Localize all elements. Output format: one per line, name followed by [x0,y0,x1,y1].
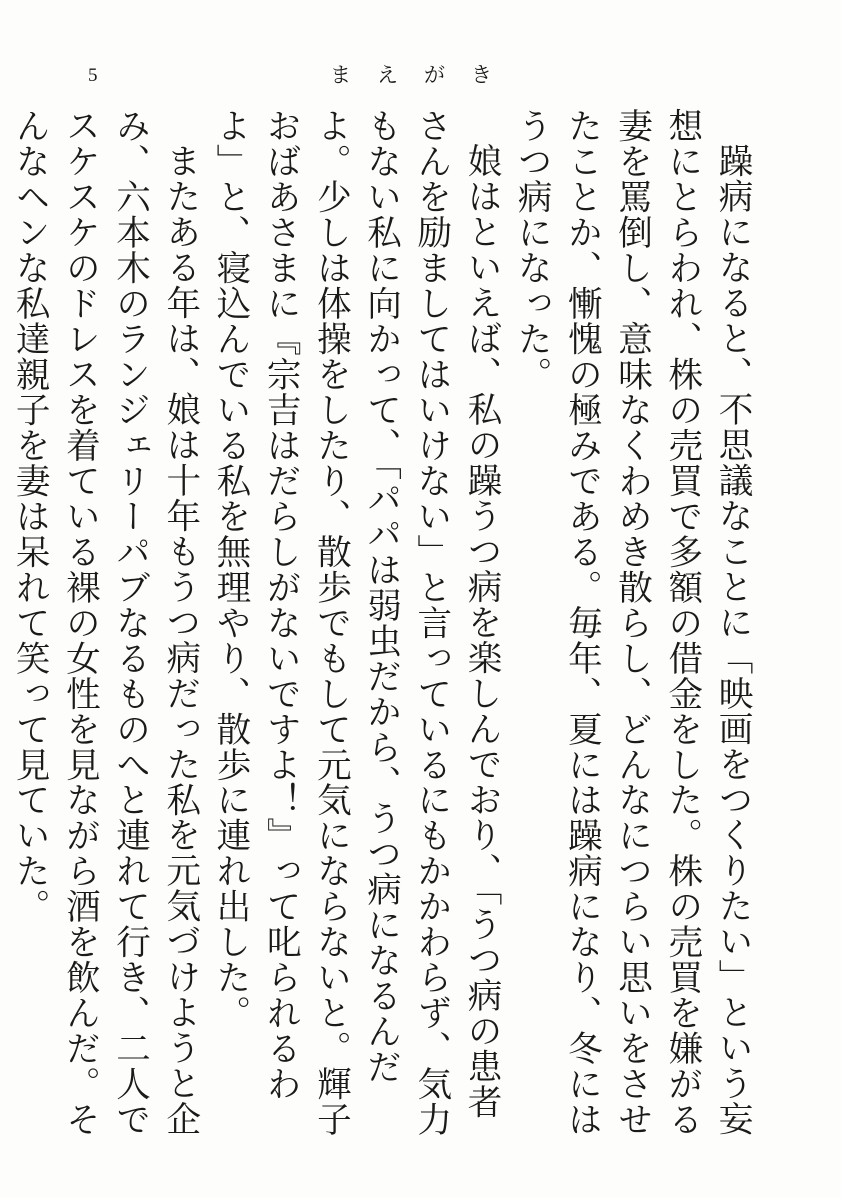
page-header [0,62,841,92]
vertical-body-text [0,108,757,1153]
paragraph: 娘はといえば、私の躁うつ病を楽しんでおり、「うつ病の患者さんを励ましてはいけない」と言っているにもかかわらず、気力もない私に向かって、「パパは弱虫だから、うつ病になるんだよ。少しは体操をしたり、散歩でもして元気にならないと。輝子おばあさまに『宗吉はだらしがないですよ！』って叱られるわよ」と、寝込んでいる私を無理やり、散歩に連れ出した。 [209,108,501,1138]
running-title: まえがき [330,63,518,87]
page-number: 5 [88,65,98,86]
paragraph [0,108,4,1153]
paragraph: 躁病になると、不思議なことに「映画をつくりたい」という妄想にとらわれ、株の売買で多額の借金をした。株の売買を嫌がる妻を罵倒し、意味なくわめき散らし、どんなにつらい思いをさせたことか、慚愧の極みである。毎年、夏には躁病になり、冬にはうつ病になった。 [511,108,752,1138]
paragraph: またある年は、娘は十年もうつ病だった私を元気づけようと企み、六本木のランジェリーパブなるものへと連れて行き、二人でスケスケのドレスを着ている裸の女性を見ながら酒を飲んだ。そんなヘンな私達親子を妻は呆れて笑って見ていた。 [9,108,200,1138]
